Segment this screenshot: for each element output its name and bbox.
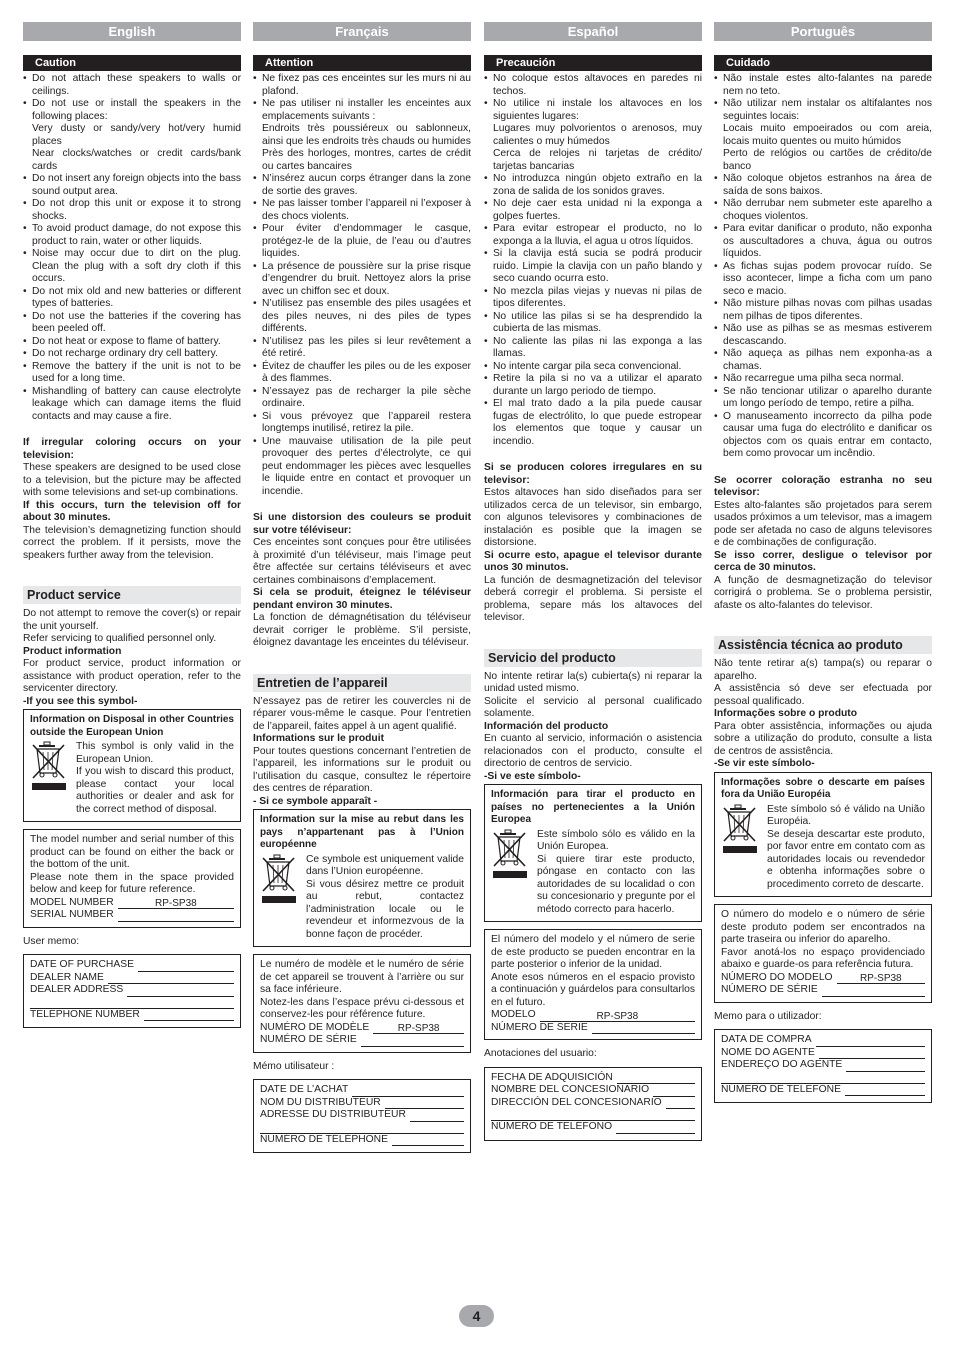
language-header: English <box>23 22 241 41</box>
caution-item-text: Ne fixez pas ces enceintes sur les murs ni au plafond. <box>262 73 471 97</box>
model-serial-text: El número del modelo y el número de serie de este producto se pueden encontrar en la parte posterior o inferior de la unidad. Anote esos números en el espacio provisto a continuación y guárdelos para consultarlos en el futuro. <box>491 934 695 1008</box>
caution-item-text: Ne pas laisser tomber l’appareil ni l’exposer à des chocs violents. <box>262 198 471 222</box>
memo-field <box>491 1121 695 1134</box>
model-number-field <box>260 1022 464 1035</box>
memo-field-label: DATE OF PURCHASE <box>30 959 134 970</box>
caution-item-text: Ne pas utiliser ni installer les enceintes aux emplacements suivants : <box>262 98 471 122</box>
service-text: Não tente retirar a(s) tampa(s) ou reparar o aparelho. A assistência só deve ser efectuada por pessoal qualificado. <box>714 658 932 707</box>
memo-field-label: NÚMERO DE TELEFONE <box>721 1083 841 1095</box>
caution-item-text: N’utilisez pas les piles si leur revêtement a été retiré. <box>262 335 471 359</box>
caution-item <box>714 323 932 348</box>
serial-number-field <box>491 1022 695 1035</box>
model-number-value: RP-SP38 <box>373 1024 464 1034</box>
service-section-title: Servicio del producto <box>484 649 702 667</box>
caution-item-text: Do not attach these speakers to walls or ceilings. <box>32 73 241 97</box>
memo-field <box>260 1134 464 1147</box>
caution-item <box>23 98 241 173</box>
caution-item <box>23 311 241 336</box>
disposal-heading: Information on Disposal in other Countries outside the European Union <box>30 714 234 738</box>
caution-header: Precaución <box>484 55 702 71</box>
caution-item-text: O manuseamento incorrecto da pilha pode causar uma fuga do electrólito e danificar os objectos com os quais entrar em contacto, bem como provocar um incêndio. <box>723 410 932 459</box>
memo-field <box>721 1084 925 1097</box>
memo-field <box>491 1109 695 1121</box>
tv-warning-text-2: A função de desmagnetização do televisor corrigirá o problema. Se o problema persistir, afaste os alto-falantes do televisor. <box>714 574 932 611</box>
caution-item <box>714 298 932 323</box>
caution-item <box>714 373 932 386</box>
memo-field <box>721 1059 925 1072</box>
user-memo-box <box>23 954 241 1028</box>
caution-item-text: No coloque estos altavoces en paredes ni techos. <box>493 73 702 97</box>
caution-item <box>23 248 241 286</box>
caution-list <box>714 73 932 461</box>
model-number-value: RP-SP38 <box>540 1012 695 1022</box>
memo-field-label: DATA DE COMPRA <box>721 1034 812 1045</box>
tv-warning-heading: If irregular coloring occurs on your television: <box>23 437 241 461</box>
caution-item <box>714 173 932 198</box>
caution-item <box>23 223 241 248</box>
caution-item <box>714 348 932 373</box>
caution-item-text: Évitez de chauffer les piles ou de les exposer à des flammes. <box>262 360 471 384</box>
column-english <box>23 22 241 1028</box>
disposal-heading: Información para tirar el producto en países no pertenecientes a la Unión Europea <box>491 789 695 825</box>
caution-item <box>484 73 702 98</box>
caution-item-text: Do not use or install the speakers in the following places: <box>32 98 241 122</box>
disposal-text: Este símbolo só é válido na União Européia. Se deseja descartar este produto, por favor entre em contato com as autoridades locais ou revendedor e obtenha informações sobre o procedimento correto de descarte. <box>767 803 925 890</box>
caution-item-text: Não utilizar nem instalar os altifalantes nos seguintes locais: <box>723 98 932 122</box>
caution-item <box>253 73 471 98</box>
product-info-heading: Informations sur le produit <box>253 733 385 744</box>
memo-field <box>260 1084 464 1097</box>
user-memo-box <box>253 1079 471 1153</box>
caution-item <box>253 386 471 411</box>
caution-item <box>23 361 241 386</box>
caution-item <box>484 398 702 448</box>
caution-item <box>714 223 932 261</box>
serial-number-field <box>30 909 234 922</box>
crossed-bin-icon <box>30 741 72 816</box>
crossed-bin-icon <box>721 804 763 892</box>
caution-item <box>484 373 702 398</box>
disposal-info-box <box>253 809 471 947</box>
caution-list <box>253 73 471 498</box>
caution-item <box>23 336 241 349</box>
serial-number-label: NÚMERO DE SÉRIE <box>721 984 818 995</box>
product-info-text: En cuanto al servicio, información o asistencia relacionados con el producto, consulte el directorio de centros de servicio. <box>484 733 702 769</box>
caution-item-text: Do not heat or expose to flame of battery. <box>32 335 221 347</box>
places-list: Lugares muy polvorientos o arenosos, muy calientes o muy húmedos Cerca de relojes ni tarjetas de crédito/ tarjetas bancarias <box>493 123 702 172</box>
caution-item-text: Não derrubar nem submeter este aparelho a choques violentos. <box>723 198 932 222</box>
tv-warning-text: Estes alto-falantes são projetados para serem usados próximos a um televisor, mas a imagem pode ser afetada no caso de alguns televisores e de combinações de configuração. <box>714 499 932 548</box>
model-number-field <box>721 972 925 985</box>
caution-item <box>714 98 932 173</box>
memo-field <box>30 997 234 1009</box>
memo-field-label: ADRESSE DU DISTRIBUTEUR <box>260 1109 406 1120</box>
caution-item <box>253 361 471 386</box>
memo-field-label: NÚMERO DE TELÉFONO <box>491 1121 613 1132</box>
memo-field-label: DATE DE L’ACHAT <box>260 1084 349 1095</box>
model-serial-box <box>23 829 241 928</box>
memo-field <box>30 984 234 997</box>
disposal-info-box <box>23 709 241 822</box>
serial-number-field <box>260 1034 464 1047</box>
product-info-text: Pour toutes questions concernant l’entretien de l’appareil, les informations sur le produit ou l’utilisation du casque, consultez le répertoire des centres de réparation. <box>253 745 471 794</box>
user-memo-title: Memo para o utilizador: <box>714 1010 822 1022</box>
caution-item-text: Se não tencionar utilizar o aparelho durante um longo período de tempo, retire a pilha. <box>723 385 932 409</box>
tv-warning-text: These speakers are designed to be used close to a television, but the picture may be affected with some televisions and set-up combinations. <box>23 462 241 498</box>
serial-number-field <box>721 984 925 997</box>
disposal-text: Ce symbole est uniquement valide dans l’Union européenne. Si vous désirez mettre ce produit au rebut, contactez l’administration locale ou le revendeur et informezvous de la bonne façon de procéder. <box>306 853 464 940</box>
caution-item-text: No caliente las pilas ni las exponga a las llamas. <box>493 335 702 359</box>
caution-item <box>23 348 241 361</box>
caution-item-text: Noise may occur due to dirt on the plug. Clean the plug with a soft dry cloth if this occurs. <box>32 248 241 284</box>
caution-item-text: Para evitar estropear el producto, no lo exponga a la lluvia, el agua u otros líquidos. <box>493 223 702 247</box>
product-info-text: Para obter assistência, informações ou ajuda sobre a utilização do produto, consulte a lista de centros de assistência. <box>714 720 932 757</box>
caution-item-text: No introduzca ningún objeto extraño en la zona de salida de los sonidos graves. <box>493 173 702 197</box>
tv-warning-heading: Si une distorsion des couleurs se produit sur votre téléviseur: <box>253 512 471 536</box>
caution-item-text: Si la clavija está sucia se podrá producir ruido. Limpie la clavija con un paño blando y seco cuando ocurra esto. <box>493 248 702 284</box>
memo-field <box>491 1072 695 1085</box>
model-serial-box <box>714 904 932 1003</box>
caution-item <box>23 198 241 223</box>
language-header: Français <box>253 22 471 41</box>
caution-item-text: N’insérez aucun corps étranger dans la zone de sortie des graves. <box>262 173 471 197</box>
memo-field <box>30 959 234 972</box>
symbol-line: - Si ce symbole apparaît - <box>253 795 378 807</box>
memo-field <box>30 1009 234 1022</box>
service-text: Do not attempt to remove the cover(s) or repair the unit yourself. Refer servicing to qualified personnel only. <box>23 608 241 644</box>
memo-field-label: DEALER ADDRESS <box>30 984 124 995</box>
symbol-line: -If you see this symbol- <box>23 695 138 707</box>
column-portugues <box>714 22 932 1103</box>
tv-warning-text: Estos altavoces han sido diseñados para ser utilizados cerca de un televisor, sin embargo, con algunos televisores y combinaciones de instalación es posible que la imagen se distorsione. <box>484 487 702 548</box>
caution-header: Caution <box>23 55 241 71</box>
memo-field-label: NOME DO AGENTE <box>721 1046 815 1058</box>
caution-item-text: Do not insert any foreign objects into the bass sound output area. <box>32 173 241 197</box>
caution-item <box>484 336 702 361</box>
memo-field <box>491 1084 695 1097</box>
caution-item <box>253 173 471 198</box>
model-number-field <box>30 897 234 910</box>
caution-item-text: Não recarregue uma pilha seca normal. <box>723 373 904 384</box>
tv-warning-text-2: The television’s demagnetizing function should correct the problem. If it persists, move the speakers further away from the television. <box>23 524 241 561</box>
caution-item <box>484 248 702 286</box>
caution-item-text: No deje caer esta unidad ni la exponga a golpes fuertes. <box>493 198 702 222</box>
user-memo-title: User memo: <box>23 935 80 947</box>
model-number-label: MODEL NUMBER <box>30 896 114 908</box>
user-memo-title: Anotaciones del usuario: <box>484 1048 597 1059</box>
caution-item <box>484 361 702 374</box>
tv-warning-heading-2: Si cela se produit, éteignez le téléviseur pendant environ 30 minutes. <box>253 587 471 611</box>
caution-item-text: Para evitar danificar o produto, não exponha os auscultadores a chuva, água ou outros líquidos. <box>723 223 932 259</box>
caution-item-text: No intente cargar pila seca convencional. <box>493 360 682 372</box>
model-serial-text: O número do modelo e o número de série deste produto podem ser encontrados na parte traseira ou inferior do aparelho. Favor anotá-los no espaço providenciado abaixo e guarde-os para referência futura. <box>721 909 925 970</box>
caution-item <box>253 223 471 261</box>
product-info-text: For product service, product information or assistance with product operation, refer to the servicenter directory. <box>23 658 241 694</box>
memo-field-label: NUMÉRO DE TÉLÉPHONE <box>260 1133 388 1145</box>
places-list: Endroits très poussiéreux ou sablonneux, ainsi que les endroits très chauds ou humides Près des horloges, montres, cartes de crédit ou cartes bancaires <box>262 123 471 172</box>
caution-list <box>484 73 702 448</box>
symbol-line: -Si ve este símbolo- <box>484 770 581 782</box>
tv-warning-text-2: La fonction de démagnétisation du téléviseur devrait corriger le problème. S’il persiste, éloignez davantage les enceintes du téléviseur. <box>253 612 471 648</box>
language-header: Español <box>484 22 702 41</box>
caution-item-text: Remove the battery if the unit is not to be used for a long time. <box>32 360 241 384</box>
tv-warning-heading-2: If this occurs, turn the television off for about 30 minutes. <box>23 499 241 523</box>
tv-warning-heading-2: Se isso correr, desligue o televisor por cerca de 30 minutos. <box>714 549 932 573</box>
memo-field-label: TELEPHONE NUMBER <box>30 1008 140 1020</box>
caution-header: Attention <box>253 55 471 71</box>
disposal-heading: Information sur la mise au rebut dans les pays n’appartenant pas à l’Union européenne <box>260 814 464 850</box>
memo-field <box>260 1097 464 1110</box>
caution-item <box>484 173 702 198</box>
caution-item-text: Não instale estes alto-falantes na parede nem no teto. <box>723 73 932 97</box>
caution-list <box>23 73 241 423</box>
caution-item <box>484 311 702 336</box>
memo-field-label: FECHA DE ADQUISICIÓN <box>491 1071 613 1083</box>
language-header: Português <box>714 22 932 41</box>
caution-item <box>253 198 471 223</box>
model-number-value: RP-SP38 <box>118 899 234 909</box>
disposal-text: Este símbolo sólo es válido en la Unión Europea. Si quiere tirar este producto, póngase en contacto con las autoridades de su localidad o con su concesionario y pregunte por el método correcto para hacerlo. <box>537 828 695 915</box>
caution-item <box>484 198 702 223</box>
caution-item <box>484 98 702 173</box>
memo-field-label: NOM DU DISTRIBUTEUR <box>260 1096 381 1108</box>
caution-item <box>714 198 932 223</box>
serial-number-label: SERIAL NUMBER <box>30 909 114 920</box>
memo-field <box>721 1034 925 1047</box>
caution-item-text: No utilice las pilas si se ha desprendido la cubierta de las mismas. <box>493 310 702 334</box>
service-section-title: Assistência técnica ao produto <box>714 636 932 654</box>
memo-field <box>260 1122 464 1134</box>
caution-item <box>484 286 702 311</box>
caution-item <box>253 336 471 361</box>
tv-warning-heading: Se ocorrer coloração estranha no seu televisor: <box>714 474 932 498</box>
caution-item <box>253 261 471 299</box>
caution-item-text: Não use as pilhas se as mesmas estiverem descascando. <box>723 323 932 347</box>
serial-number-label: NÚMERO DE SERIE <box>491 1021 588 1033</box>
user-memo-box <box>714 1029 932 1103</box>
memo-field <box>491 1097 695 1110</box>
memo-field <box>30 972 234 985</box>
product-info-heading: Product information <box>23 645 122 657</box>
memo-field <box>260 1109 464 1122</box>
service-text: N’essayez pas de retirer les couvercles ni de réparer vous-même le casque. Pour l’entretien de l’appareil, faites appel à un agent qualifié. <box>253 695 471 732</box>
caution-item <box>714 386 932 411</box>
column-espanol <box>484 22 702 1141</box>
memo-field <box>721 1072 925 1084</box>
model-serial-box <box>253 954 471 1053</box>
caution-item-text: Si vous prévoyez que l’appareil restera longtemps inutilisé, retirez la pile. <box>262 410 471 434</box>
model-number-label: MODELO <box>491 1009 536 1020</box>
model-number-label: NÚMERO DO MODELO <box>721 971 833 983</box>
caution-item <box>484 223 702 248</box>
caution-item <box>714 73 932 98</box>
service-text: No intente retirar la(s) cubierta(s) ni reparar la unidad usted mismo. Solicite el servicio al personal cualificado solamente. <box>484 670 702 719</box>
disposal-heading: Informações sobre o descarte em países fora da União Européia <box>721 776 925 800</box>
caution-item-text: Mishandling of battery can cause electrolyte leakage which can damage items the fluid contacts and may cause a fire. <box>32 385 241 422</box>
caution-item <box>714 411 932 461</box>
user-memo-box <box>484 1067 702 1141</box>
caution-item-text: Não misture pilhas novas com pilhas usadas nem pilhas de tipos diferentes. <box>723 298 932 322</box>
caution-header: Cuidado <box>714 55 932 71</box>
page-number: 4 <box>459 1305 494 1327</box>
caution-item-text: Não aqueça as pilhas nem exponha-as a chamas. <box>723 348 932 372</box>
caution-item-text: Pour éviter d’endommager le casque, protégez-le de la pluie, de l’eau ou d’autres liquides. <box>262 223 471 259</box>
caution-item-text: N’utilisez pas ensemble des piles usagées et des piles neuves, ni des piles de types différents. <box>262 298 471 334</box>
caution-item-text: To avoid product damage, do not expose this product to rain, water or other liquids. <box>32 223 241 247</box>
product-info-heading: Información del producto <box>484 720 609 732</box>
disposal-info-box <box>714 772 932 898</box>
caution-item-text: Do not recharge ordinary dry cell battery. <box>32 348 218 359</box>
tv-warning-heading-2: Si ocurre esto, apague el televisor durante unos 30 minutos. <box>484 549 702 573</box>
crossed-bin-icon <box>260 854 302 942</box>
caution-item <box>253 298 471 336</box>
memo-field <box>721 1047 925 1060</box>
tv-warning-heading: Si se producen colores irregulares en su televisor: <box>484 462 702 486</box>
caution-item <box>253 98 471 173</box>
caution-item-text: La présence de poussière sur la prise risque d’engendrer du bruit. Nettoyez alors la prise avec un chiffon sec et doux. <box>262 260 471 297</box>
crossed-bin-icon <box>491 829 533 917</box>
caution-item <box>253 436 471 499</box>
model-number-value: RP-SP38 <box>837 974 925 984</box>
column-francais <box>253 22 471 1153</box>
model-number-field <box>491 1009 695 1022</box>
product-info-heading: Informações sobre o produto <box>714 708 858 719</box>
caution-item-text: N’essayez pas de recharger la pile sèche ordinaire. <box>262 385 471 409</box>
memo-field-label: ENDEREÇO DO AGENTE <box>721 1059 843 1070</box>
memo-field-label: DIRECCIÓN DEL CONCESIONARIO <box>491 1096 662 1108</box>
symbol-line: -Se vir este símbolo- <box>714 758 815 769</box>
tv-warning-text: Ces enceintes sont conçues pour être utilisées à proximité d’un téléviseur, mais l’image peut être affectée sur certains téléviseurs et avec certaines combinaisons d’emplacement. <box>253 537 471 586</box>
service-section-title: Product service <box>23 586 241 604</box>
disposal-info-box <box>484 784 702 922</box>
caution-item <box>23 173 241 198</box>
caution-item-text: Do not drop this unit or expose it to strong shocks. <box>32 198 241 222</box>
caution-item-text: As fichas sujas podem provocar ruído. Se isso acontecer, limpe a ficha com um pano seco e macio. <box>723 260 932 297</box>
model-serial-text: The model number and serial number of this product can be found on either the back or the bottom of the unit. Please note them in the space provided below and keep for future reference. <box>30 834 234 895</box>
model-serial-text: Le numéro de modèle et le numéro de série de cet appareil se trouvent à l’arrière ou sur sa face inférieure. Notez-les dans l’espace prévu ci-dessous et conservez-les pour référence future. <box>260 959 464 1020</box>
caution-item-text: El mal trato dado a la pila puede causar fugas de electrólito, lo que puede estropear los elementos que toque y causar un incendio. <box>493 398 702 447</box>
disposal-text: This symbol is only valid in the European Union. If you wish to discard this product, please contact your local authorities or dealer and ask for the correct method of disposal. <box>76 741 234 815</box>
places-list: Locais muito empoeirados ou com areia, locais muito quentes ou muito húmidos Perto de relógios ou cartões de crédito/de banco <box>723 123 932 172</box>
places-list: Very dusty or sandy/very hot/very humid places Near clocks/watches or credit cards/bank cards <box>32 123 241 172</box>
caution-item <box>23 286 241 311</box>
caution-item-text: No mezcla pilas viejas y nuevas ni pilas de tipos diferentes. <box>493 285 702 309</box>
caution-item-text: Do not mix old and new batteries or different types of batteries. <box>32 285 241 309</box>
caution-item-text: Do not use the batteries if the covering has been peeled off. <box>32 310 241 334</box>
user-memo-title: Mémo utilisateur : <box>253 1060 335 1072</box>
caution-item <box>23 73 241 98</box>
caution-item <box>23 386 241 424</box>
caution-item <box>714 261 932 299</box>
caution-item-text: Une mauvaise utilisation de la pile peut provoquer des pertes d’électrolyte, ce qui peut endommager les pièces avec lesquelles le liquide entre en contact et provoquer un incendie. <box>262 435 471 497</box>
model-serial-box <box>484 929 702 1040</box>
caution-item-text: Retire la pila si no va a utilizar el aparato durante un largo periodo de tiempo. <box>493 373 702 397</box>
model-number-label: NUMÉRO DE MODÈLE <box>260 1021 370 1033</box>
service-section-title: Entretien de l’appareil <box>253 674 471 692</box>
serial-number-label: NUMÉRO DE SÉRIE <box>260 1034 357 1045</box>
memo-field-label: DEALER NAME <box>30 971 104 983</box>
memo-field-label: NOMBRE DEL CONCESIONARIO <box>491 1084 650 1095</box>
caution-item-text: Não coloque objetos estranhos na área de saída de sons baixos. <box>723 173 932 197</box>
caution-item <box>253 411 471 436</box>
caution-item-text: No utilice ni instale los altavoces en los siguientes lugares: <box>493 98 702 122</box>
tv-warning-text-2: La función de desmagnetización del televisor deberá corregir el problema. Si persiste el problema, separe más los altavoces del televisor. <box>484 574 702 623</box>
